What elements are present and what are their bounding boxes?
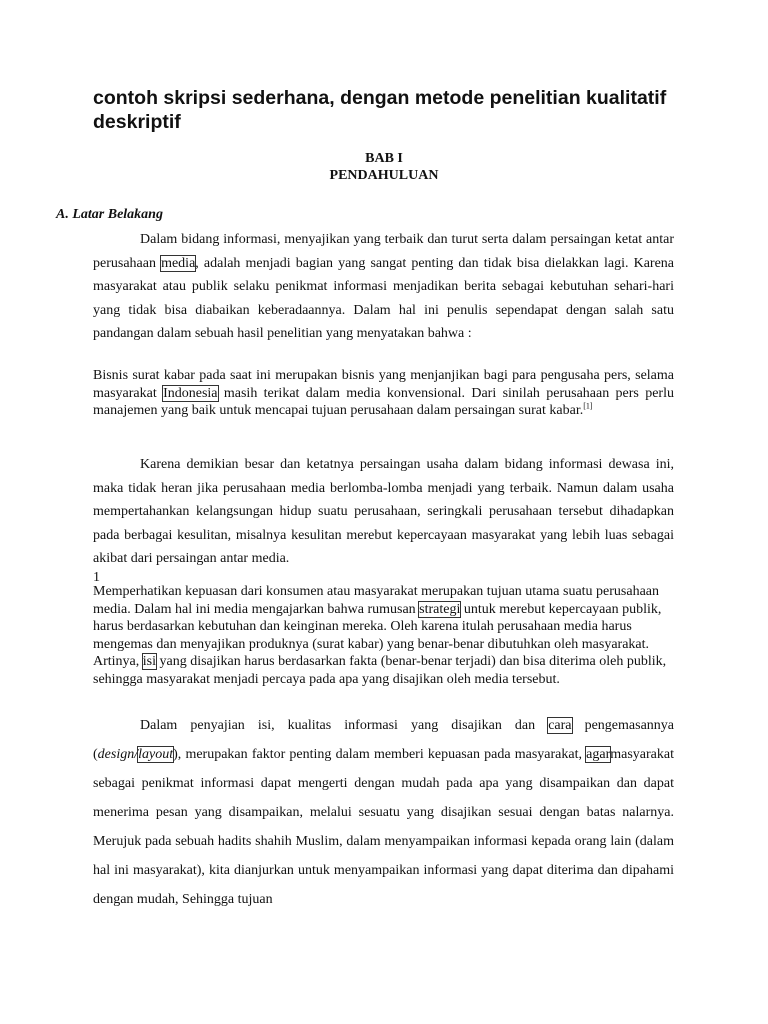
block-quote [93, 367, 674, 420]
link-media[interactable]: media [161, 255, 196, 271]
link-agar[interactable]: agar [586, 747, 611, 762]
paragraph-4 [93, 711, 674, 914]
page-number: 1 [93, 570, 100, 585]
paragraph-3 [93, 583, 674, 688]
link-strategi[interactable]: strategi [419, 601, 461, 617]
footnote-ref[interactable]: [1] [583, 401, 593, 411]
paragraph-3-text-a: Memperhatikan kepuasan dari konsumen atau masyarakat merupakan tujuan utama suatu perusahaan media. Dalam hal ini media mengajarkan bahwa rumusan [93, 584, 660, 617]
paragraph-1-text-a: Dalam bidang informasi, menyajikan yang terbaik dan turut serta dalam persaingan ketat antar perusahaan [93, 232, 674, 271]
paragraph-3-text-c: yang disajikan harus berdasarkan fakta (benar-benar terjadi) dan bisa diterima oleh publik, sehingga masyarakat menjadi percaya pada apa yang disajikan oleh media tersebut. [93, 654, 667, 687]
chapter-name: PENDAHULUAN [329, 168, 439, 183]
link-cara[interactable]: cara [548, 718, 572, 733]
document-title: contoh skripsi sederhana, dengan metode penelitian kualitatif deskriptif [93, 87, 667, 133]
section-heading: A. Latar Belakang [56, 207, 163, 222]
chapter-number: BAB I [365, 151, 403, 166]
paragraph-2: Karena demikian besar dan ketatnya persaingan usaha dalam bidang informasi dewasa ini, maka tidak heran jika perusahaan media berlomba-lomba menjadi yang terbaik. Namun dalam usaha mempertahankan kelangsungan hidup suatu perusahaan, seringkali perusahaan tersebut dihadapkan pada berbagai kesulitan, misalnya kesulitan merebut kepercayaan masyarakat yang lebih luas sebagai akibat dari persaingan antar media. [93, 457, 674, 567]
link-isi[interactable]: isi [142, 654, 156, 669]
link-layout[interactable]: layout [138, 747, 174, 762]
paragraph-4-text-b: pengemasannya ( [93, 718, 674, 762]
quote-text-a: Bisnis surat kabar pada saat ini merupakan bisnis yang menjanjikan bagi para pengusaha pers, selama masyarakat [93, 368, 674, 401]
link-indonesia[interactable]: Indonesia [163, 385, 218, 401]
paragraph-1 [93, 228, 674, 346]
design-italic-text: design/ [97, 747, 139, 762]
paragraph-3-text-b: untuk merebut kepercayaan publik, harus berdasarkan kebutuhan dan keinginan mereka. Oleh karena itulah perusahaan media harus mengemas dan menyajikan produknya (surat kabar) yang benar-benar dibutuhkan oleh masyarakat. Artinya, [93, 601, 662, 669]
paragraph-4-text-d: masyarakat sebagai penikmat informasi dapat mengerti dengan mudah pada apa yang disampaikan dan dapat menerima pesan yang disampaikan, melalui sesuatu yang disajikan sesuai dengan batas nalarnya. Merujuk pada sebuah hadits shahih Muslim, dalam menyampaikan informasi kepada orang lain (dalam hal ini masyarakat), kita dianjurkan untuk menyampaikan informasi yang dapat diterima dan dipahami dengan mudah, Sehingga tujuan [93, 747, 674, 907]
paragraph-4-text-a: Dalam penyajian isi, kualitas informasi yang disajikan dan [140, 718, 549, 733]
quote-text-b: masih terikat dalam media konvensional. Dari sinilah perusahaan pers perlu manajemen yang baik untuk mencapai tujuan perusahaan dalam persaingan surat kabar. [93, 385, 674, 418]
paragraph-4-text-c: ), merupakan faktor penting dalam memberi kepuasan pada masyarakat, [173, 747, 587, 762]
paragraph-1-text-b: , adalah menjadi bagian yang sangat penting dan tidak bisa dielakkan lagi. Karena masyarakat atau publik selaku penikmat informasi menjadikan berita sebagai kebutuhan sehari-hari yang tidak bisa diabaikan keberadaannya. Dalam hal ini penulis sependapat dengan salah satu pandangan dalam sebuah hasil penelitian yang menyatakan bahwa : [93, 255, 674, 342]
